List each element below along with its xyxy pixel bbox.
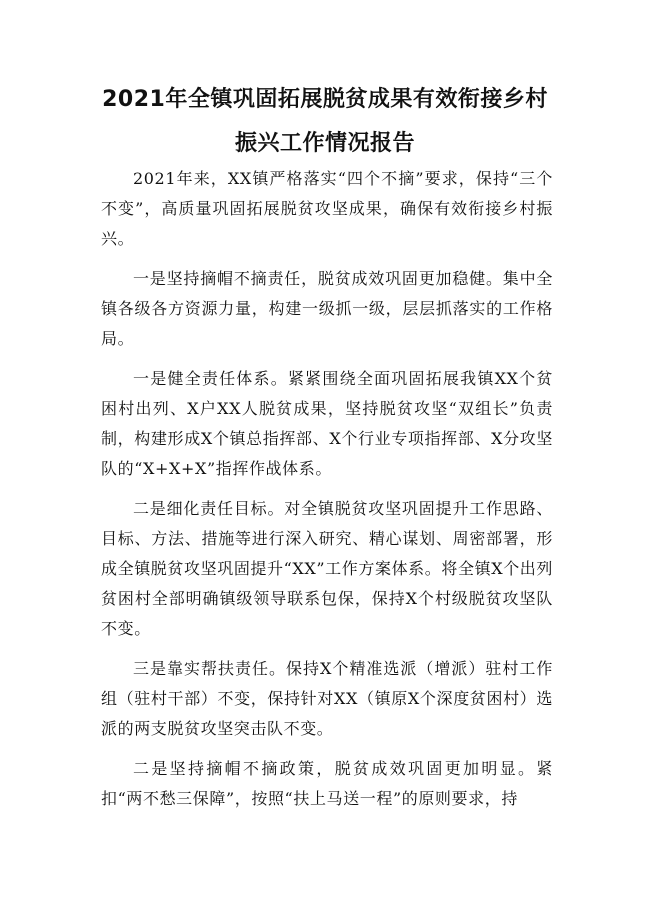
document-title-line-2: 振兴工作情况报告: [234, 131, 415, 156]
paragraph-item-2: 二是细化责任目标。对全镇脱贫攻坚巩固提升工作思路、目标、方法、措施等进行深入研究、精心谋划、周密部署，形成全镇脱贫攻坚巩固提升“XX”工作方案体系。将全镇X个出列贫困村全部明确镇级领导联系包保，保持X个村级脱贫攻坚队不变。: [101, 499, 553, 638]
paragraph-item-3: 三是靠实帮扶责任。保持X个精准选派（增派）驻村工作组（驻村干部）不变，保持针对XX（镇原X个深度贫困村）选派的两支脱贫攻坚突击队不变。: [101, 659, 553, 738]
document-title-line-1: 2021年全镇巩固拓展脱贫成果有效衔接乡村: [102, 87, 548, 112]
paragraph-intro: 2021年来，XX镇严格落实“四个不摘”要求，保持“三个不变”，高质量巩固拓展脱贫攻坚成果，确保有效衔接乡村振兴。: [101, 169, 553, 248]
paragraph-section-1: 一是坚持摘帽不摘责任，脱贫成效巩固更加稳健。集中全镇各级各方资源力量，构建一级抓一级，层层抓落实的工作格局。: [101, 269, 553, 348]
paragraph-section-2: 二是坚持摘帽不摘政策，脱贫成效巩固更加明显。紧扣“两不愁三保障”，按照“扶上马送一程”的原则要求，持: [101, 759, 553, 808]
paragraph-item-1: 一是健全责任体系。紧紧围绕全面巩固拓展我镇XX个贫困村出列、X户XX人脱贫成果，坚持脱贫攻坚“双组长”负责制，构建形成X个镇总指挥部、X个行业专项指挥部、X分攻坚队的“X+X+X”指挥作战体系。: [101, 369, 553, 478]
document-body: [101, 164, 553, 824]
